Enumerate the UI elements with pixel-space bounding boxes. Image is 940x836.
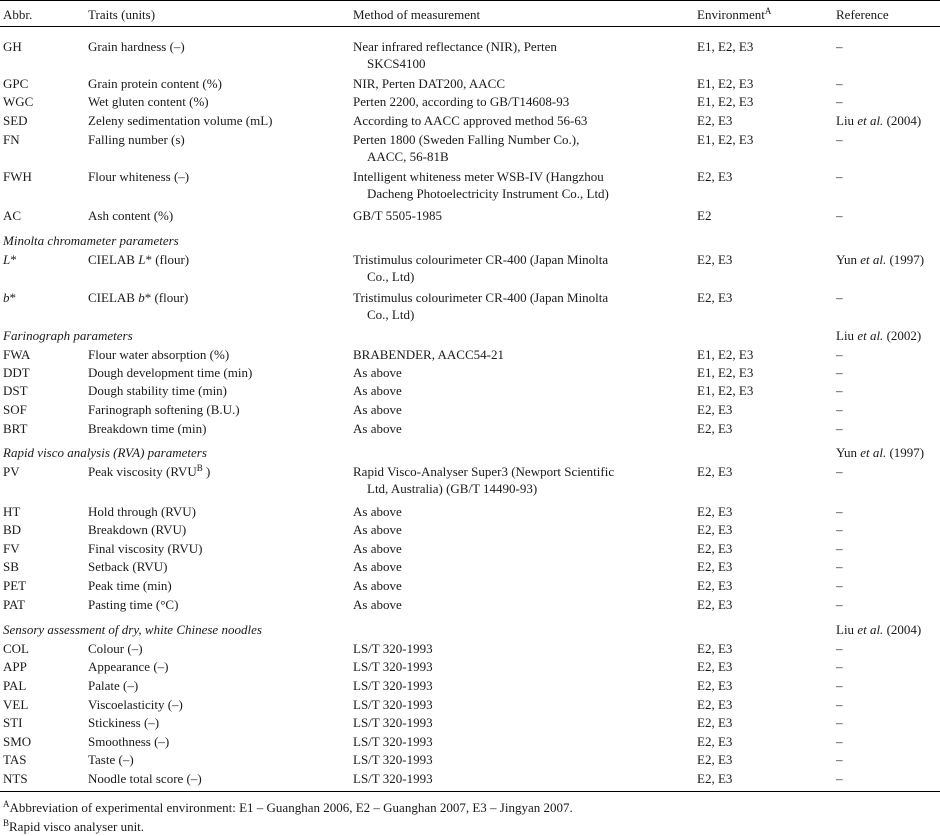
abbr-cell: APP bbox=[3, 659, 27, 674]
method-line: Rapid Visco-Analyser Super3 (Newport Scientific bbox=[353, 464, 615, 479]
method-cell: As above bbox=[353, 504, 402, 519]
trait-prefix: CIELAB bbox=[88, 290, 139, 305]
method-line: Tristimulus colourimeter CR-400 (Japan Minolta bbox=[353, 252, 609, 267]
method-line: Near infrared reflectance (NIR), Perten bbox=[353, 39, 557, 54]
method-cell: GB/T 5505-1985 bbox=[353, 208, 442, 223]
reference-cell: – bbox=[836, 421, 843, 436]
reference-cell: – bbox=[836, 39, 843, 54]
reference-year: (2002) bbox=[883, 328, 922, 343]
trait-prefix: Peak viscosity (RVU bbox=[88, 464, 197, 479]
trait-cell: Flour water absorption (%) bbox=[88, 347, 230, 362]
method-cell bbox=[353, 463, 614, 497]
method-cell: LS/T 320-1993 bbox=[353, 715, 433, 730]
method-cell: LS/T 320-1993 bbox=[353, 659, 433, 674]
method-cell: NIR, Perten DAT200, AACC bbox=[353, 76, 506, 91]
header-traits: Traits (units) bbox=[88, 7, 156, 22]
reference-cell: – bbox=[836, 597, 843, 612]
trait-cell: Final viscosity (RVU) bbox=[88, 541, 203, 556]
trait-cell: Pasting time (°C) bbox=[88, 597, 179, 612]
abbr-cell: SED bbox=[3, 113, 28, 128]
abbr-symbol: b bbox=[3, 290, 10, 305]
abbr-cell: GH bbox=[3, 39, 22, 54]
abbr-cell: PAT bbox=[3, 597, 25, 612]
abbr-cell: VEL bbox=[3, 697, 29, 712]
environment-cell: E1, E2, E3 bbox=[697, 76, 754, 91]
abbr-cell: PAL bbox=[3, 678, 27, 693]
section-label: Minolta chromameter parameters bbox=[3, 233, 179, 248]
abbr-cell: AC bbox=[3, 208, 22, 223]
reference-author: Yun bbox=[836, 252, 861, 267]
environment-cell: E2, E3 bbox=[697, 402, 733, 417]
abbr-cell: BD bbox=[3, 522, 22, 537]
reference-cell: – bbox=[836, 578, 843, 593]
environment-cell: E2, E3 bbox=[697, 504, 733, 519]
method-cell: As above bbox=[353, 522, 402, 537]
environment-cell: E2, E3 bbox=[697, 715, 733, 730]
trait-cell: Zeleny sedimentation volume (mL) bbox=[88, 113, 273, 128]
environment-cell: E2, E3 bbox=[697, 252, 733, 267]
abbr-cell bbox=[3, 289, 16, 306]
method-cell: As above bbox=[353, 421, 402, 436]
footnote-mark: B bbox=[3, 818, 10, 828]
reference-cell: – bbox=[836, 402, 843, 417]
reference-etal: et al. bbox=[860, 445, 887, 460]
abbr-cell: HT bbox=[3, 504, 21, 519]
environment-cell: E2, E3 bbox=[697, 752, 733, 767]
environment-cell: E2, E3 bbox=[697, 641, 733, 656]
reference-etal: et al. bbox=[860, 252, 887, 267]
method-cell: As above bbox=[353, 541, 402, 556]
reference-author: Liu bbox=[836, 622, 858, 637]
environment-cell: E2, E3 bbox=[697, 169, 733, 184]
abbr-cell: FV bbox=[3, 541, 20, 556]
reference-author: Yun bbox=[836, 445, 861, 460]
reference-author: Liu bbox=[836, 328, 858, 343]
abbr-cell: GPC bbox=[3, 76, 29, 91]
environment-cell: E1, E2, E3 bbox=[697, 94, 754, 109]
header-rule bbox=[0, 26, 940, 27]
reference-cell: – bbox=[836, 734, 843, 749]
method-line: Intelligent whiteness meter WSB-IV (Hangzhou bbox=[353, 169, 604, 184]
reference-cell bbox=[836, 621, 921, 638]
method-cell: BRABENDER, AACC54-21 bbox=[353, 347, 504, 362]
method-cell bbox=[353, 289, 608, 323]
trait-footnote-mark: B bbox=[196, 463, 203, 473]
trait-cell: Colour (–) bbox=[88, 641, 143, 656]
trait-cell: Grain hardness (–) bbox=[88, 39, 185, 54]
method-cell: As above bbox=[353, 597, 402, 612]
abbr-cell: COL bbox=[3, 641, 29, 656]
reference-etal: et al. bbox=[857, 622, 884, 637]
reference-cell: – bbox=[836, 659, 843, 674]
reference-cell bbox=[836, 327, 921, 344]
trait-cell: Taste (–) bbox=[88, 752, 134, 767]
method-cell bbox=[353, 251, 608, 285]
trait-cell: Wet gluten content (%) bbox=[88, 94, 209, 109]
trait-cell: Dough stability time (min) bbox=[88, 383, 228, 398]
reference-cell: – bbox=[836, 383, 843, 398]
trait-cell: Setback (RVU) bbox=[88, 559, 168, 574]
abbr-cell: FN bbox=[3, 132, 20, 147]
header-abbr: Abbr. bbox=[3, 7, 33, 22]
environment-cell: E1, E2, E3 bbox=[697, 347, 754, 362]
trait-cell bbox=[88, 463, 210, 480]
environment-cell: E2, E3 bbox=[697, 734, 733, 749]
reference-cell: – bbox=[836, 559, 843, 574]
trait-prefix: CIELAB bbox=[88, 252, 139, 267]
environment-cell: E2, E3 bbox=[697, 464, 733, 479]
abbr-cell: DST bbox=[3, 383, 28, 398]
section-label: Rapid visco analysis (RVA) parameters bbox=[3, 445, 207, 460]
reference-cell: – bbox=[836, 641, 843, 656]
method-line: SKCS4100 bbox=[367, 56, 426, 71]
method-cell: LS/T 320-1993 bbox=[353, 641, 433, 656]
trait-suffix: * (flour) bbox=[145, 252, 190, 267]
reference-cell: – bbox=[836, 208, 843, 223]
trait-cell: Farinograph softening (B.U.) bbox=[88, 402, 240, 417]
method-cell bbox=[353, 38, 557, 72]
trait-cell: Smoothness (–) bbox=[88, 734, 170, 749]
reference-etal: et al. bbox=[857, 113, 884, 128]
header-environment-footnote-mark: A bbox=[764, 6, 772, 16]
environment-cell: E2, E3 bbox=[697, 290, 733, 305]
method-cell: LS/T 320-1993 bbox=[353, 771, 433, 786]
trait-suffix: * (flour) bbox=[144, 290, 189, 305]
top-rule bbox=[0, 0, 940, 1]
reference-cell: – bbox=[836, 290, 843, 305]
environment-cell: E2, E3 bbox=[697, 678, 733, 693]
reference-author: Liu bbox=[836, 113, 858, 128]
abbr-cell: PET bbox=[3, 578, 27, 593]
environment-cell: E2, E3 bbox=[697, 697, 733, 712]
environment-cell: E1, E2, E3 bbox=[697, 365, 754, 380]
environment-cell: E2, E3 bbox=[697, 578, 733, 593]
footnote-mark: A bbox=[3, 799, 10, 809]
reference-cell: – bbox=[836, 347, 843, 362]
method-cell: LS/T 320-1993 bbox=[353, 697, 433, 712]
environment-cell: E1, E2, E3 bbox=[697, 383, 754, 398]
header-reference: Reference bbox=[836, 7, 889, 22]
trait-cell: Ash content (%) bbox=[88, 208, 174, 223]
environment-cell: E2, E3 bbox=[697, 659, 733, 674]
reference-cell: – bbox=[836, 169, 843, 184]
header-environment-label: Environment bbox=[697, 7, 765, 22]
footnote-a bbox=[3, 799, 573, 816]
reference-cell: – bbox=[836, 522, 843, 537]
trait-symbol: L bbox=[138, 252, 146, 267]
reference-cell: – bbox=[836, 94, 843, 109]
method-line: Ltd, Australia) (GB/T 14490-93) bbox=[367, 481, 538, 496]
reference-cell: – bbox=[836, 697, 843, 712]
abbr-cell: NTS bbox=[3, 771, 28, 786]
abbr-cell: WGC bbox=[3, 94, 34, 109]
footnote-text: Rapid visco analyser unit. bbox=[9, 819, 145, 834]
abbr-cell bbox=[3, 251, 17, 268]
environment-cell: E2, E3 bbox=[697, 113, 733, 128]
reference-cell: – bbox=[836, 464, 843, 479]
method-cell: LS/T 320-1993 bbox=[353, 752, 433, 767]
abbr-cell: SMO bbox=[3, 734, 32, 749]
reference-cell: – bbox=[836, 365, 843, 380]
trait-cell: Palate (–) bbox=[88, 678, 139, 693]
method-cell: LS/T 320-1993 bbox=[353, 734, 433, 749]
method-line: Tristimulus colourimeter CR-400 (Japan Minolta bbox=[353, 290, 609, 305]
trait-cell: Breakdown time (min) bbox=[88, 421, 207, 436]
abbr-cell: TAS bbox=[3, 752, 27, 767]
reference-cell: – bbox=[836, 541, 843, 556]
abbr-cell: SB bbox=[3, 559, 19, 574]
abbr-cell: STI bbox=[3, 715, 23, 730]
environment-cell: E2, E3 bbox=[697, 559, 733, 574]
environment-cell: E1, E2, E3 bbox=[697, 39, 754, 54]
method-cell bbox=[353, 131, 579, 165]
reference-year: (2004) bbox=[883, 622, 922, 637]
reference-cell: – bbox=[836, 715, 843, 730]
trait-cell: Breakdown (RVU) bbox=[88, 522, 187, 537]
reference-cell bbox=[836, 112, 921, 129]
trait-cell: Hold through (RVU) bbox=[88, 504, 197, 519]
trait-cell bbox=[88, 251, 189, 268]
bottom-rule bbox=[0, 791, 940, 792]
method-cell: As above bbox=[353, 559, 402, 574]
section-label: Sensory assessment of dry, white Chinese noodles bbox=[3, 622, 262, 637]
abbr-cell: PV bbox=[3, 464, 20, 479]
reference-cell: – bbox=[836, 132, 843, 147]
reference-cell bbox=[836, 444, 924, 461]
method-cell: As above bbox=[353, 578, 402, 593]
environment-cell: E2, E3 bbox=[697, 771, 733, 786]
section-label: Farinograph parameters bbox=[3, 328, 133, 343]
environment-cell: E2 bbox=[697, 208, 712, 223]
abbr-cell: SOF bbox=[3, 402, 27, 417]
method-cell: As above bbox=[353, 383, 402, 398]
header-method: Method of measurement bbox=[353, 7, 481, 22]
footnote-b bbox=[3, 818, 144, 835]
trait-cell: Dough development time (min) bbox=[88, 365, 253, 380]
abbr-star: * bbox=[10, 252, 17, 267]
trait-cell: Flour whiteness (–) bbox=[88, 169, 190, 184]
reference-year: (2004) bbox=[883, 113, 922, 128]
reference-cell: – bbox=[836, 76, 843, 91]
reference-cell: – bbox=[836, 678, 843, 693]
abbr-cell: BRT bbox=[3, 421, 28, 436]
method-cell: As above bbox=[353, 402, 402, 417]
trait-cell: Stickiness (–) bbox=[88, 715, 160, 730]
trait-cell: Falling number (s) bbox=[88, 132, 185, 147]
reference-cell bbox=[836, 251, 924, 268]
trait-cell bbox=[88, 289, 188, 306]
method-cell: According to AACC approved method 56-63 bbox=[353, 113, 588, 128]
trait-cell: Appearance (–) bbox=[88, 659, 169, 674]
footnote-text: Abbreviation of experimental environment: E1 – Guanghan 2006, E2 – Guanghan 2007, E3 – Jingyan 2007. bbox=[9, 800, 573, 815]
abbr-cell: FWA bbox=[3, 347, 31, 362]
method-line: Dacheng Photoelectricity Instrument Co., Ltd) bbox=[367, 186, 609, 201]
trait-cell: Grain protein content (%) bbox=[88, 76, 222, 91]
reference-cell: – bbox=[836, 771, 843, 786]
environment-cell: E2, E3 bbox=[697, 421, 733, 436]
reference-cell: – bbox=[836, 504, 843, 519]
method-line: AACC, 56-81B bbox=[367, 149, 449, 164]
reference-year: (1997) bbox=[886, 445, 925, 460]
method-line: Perten 1800 (Sweden Falling Number Co.), bbox=[353, 132, 580, 147]
method-line: Co., Ltd) bbox=[367, 269, 415, 284]
environment-cell: E2, E3 bbox=[697, 541, 733, 556]
method-line: Co., Ltd) bbox=[367, 307, 415, 322]
trait-cell: Noodle total score (–) bbox=[88, 771, 202, 786]
method-cell: Perten 2200, according to GB/T14608-93 bbox=[353, 94, 570, 109]
trait-suffix: ) bbox=[202, 464, 211, 479]
abbr-star: * bbox=[9, 290, 16, 305]
reference-year: (1997) bbox=[886, 252, 925, 267]
abbr-cell: DDT bbox=[3, 365, 30, 380]
environment-cell: E1, E2, E3 bbox=[697, 132, 754, 147]
abbr-cell: FWH bbox=[3, 169, 32, 184]
method-cell: LS/T 320-1993 bbox=[353, 678, 433, 693]
method-cell: As above bbox=[353, 365, 402, 380]
reference-etal: et al. bbox=[857, 328, 884, 343]
environment-cell: E2, E3 bbox=[697, 522, 733, 537]
abbr-symbol: L bbox=[3, 252, 11, 267]
header-environment bbox=[697, 6, 771, 23]
trait-cell: Peak time (min) bbox=[88, 578, 172, 593]
trait-cell: Viscoelasticity (–) bbox=[88, 697, 183, 712]
method-cell bbox=[353, 168, 609, 202]
environment-cell: E2, E3 bbox=[697, 597, 733, 612]
trait-symbol: b bbox=[138, 290, 145, 305]
reference-cell: – bbox=[836, 752, 843, 767]
